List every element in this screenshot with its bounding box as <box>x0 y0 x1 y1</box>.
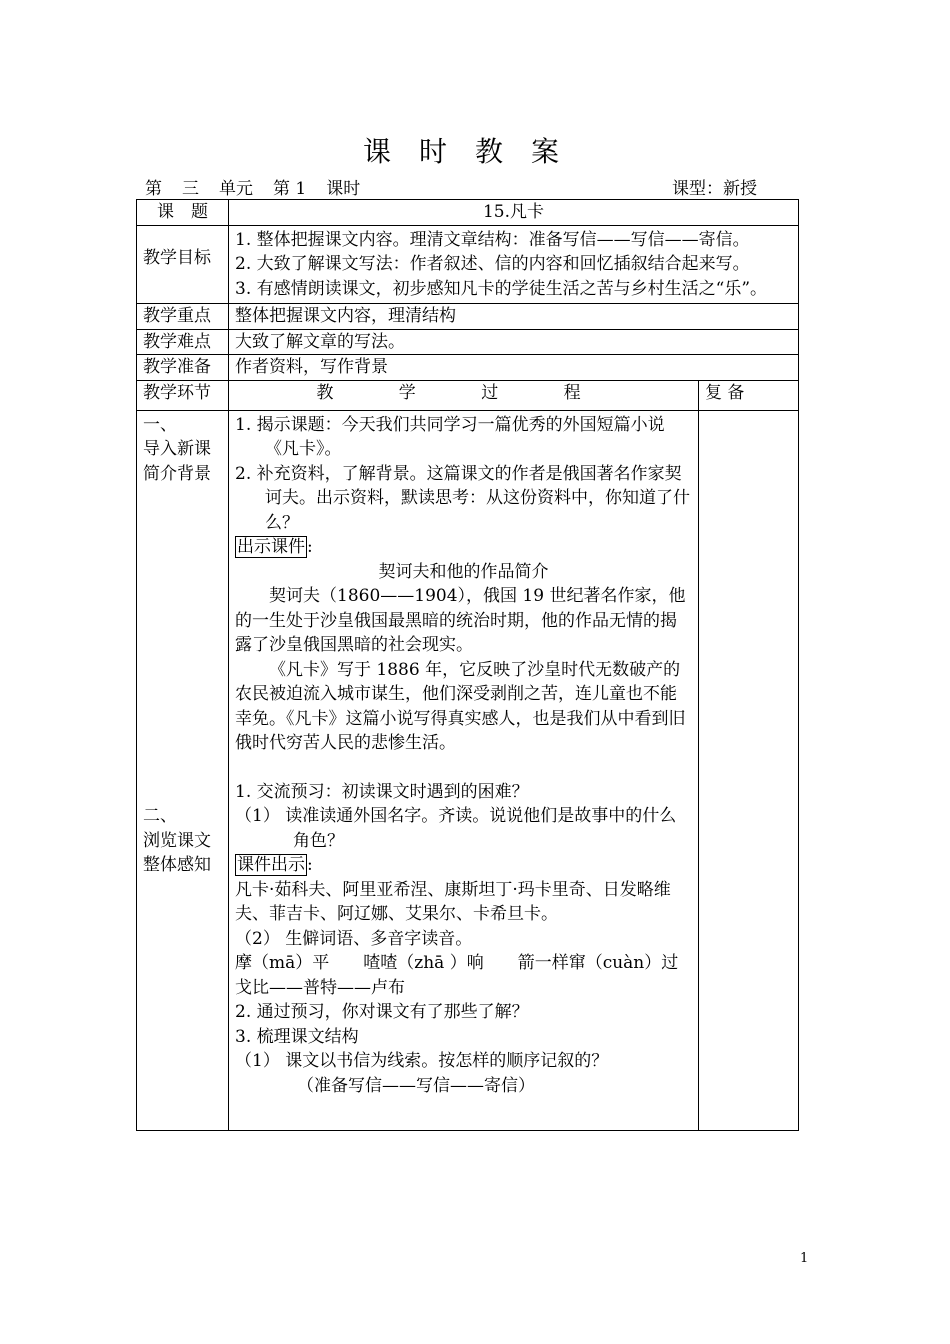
courseware-tag: 出示课件 <box>237 537 305 557</box>
unit-number: 三 <box>182 179 199 199</box>
goal-item: 1. 整体把握课文内容。理清文章结构：准备写信——写信——寄信。 <box>235 229 750 250</box>
process-item: 2. 补充资料，了解背景。这篇课文的作者是俄国著名作家契诃夫。出示资料，默读思考：从这份资料中，你知道了什么？ <box>235 463 690 533</box>
stage1-name-1: 导入新课 <box>143 439 211 459</box>
topic-value: 15.凡卡 <box>229 200 799 226</box>
prep-label: 教学准备 <box>137 355 229 381</box>
currency-words: 戈比——普特——卢布 <box>235 977 405 998</box>
stage-header: 教学环节 <box>137 380 229 410</box>
review-header: 复 备 <box>699 380 799 410</box>
process-subitem: （2） 生僻词语、多音字读音。 <box>235 928 473 949</box>
intro-paragraph: 契诃夫（1860——1904），俄国 19 世纪著名作家，他的一生处于沙皇俄国最黑暗的统治时期，他的作品无情的揭露了沙皇俄国黑暗的社会现实。 <box>235 586 686 655</box>
character-names: 凡卡·茹科夫、阿里亚希涅、康斯坦丁·玛卡里奇、日发略维夫、菲吉卡、阿辽娜、艾果尔、卡希旦卡。 <box>235 879 671 924</box>
process-item: 3. 梳理课文结构 <box>235 1026 359 1047</box>
pronunciation-words: 摩（mā）平 喳喳（zhā ）响 箭一样窜（cuàn）过 <box>235 953 679 973</box>
process-subitem: （1） 课文以书信为线索。按怎样的顺序记叙的？ <box>235 1051 609 1071</box>
process-header <box>229 380 699 410</box>
goal-label: 教学目标 <box>137 225 229 304</box>
stage1-name-2: 简介背景 <box>143 463 211 484</box>
intro-title: 契诃夫和他的作品简介 <box>378 561 549 582</box>
goal-item: 2. 大致了解课文写法：作者叙述、信的内容和回忆插叙结合起来写。 <box>235 254 750 274</box>
focus-value: 整体把握课文内容，理清结构 <box>229 304 799 330</box>
difficulty-value: 大致了解文章的写法。 <box>229 329 799 355</box>
process-subitem: （1） 读准读通外国名字。齐读。说说他们是故事中的什么角色？ <box>235 806 677 851</box>
stage-column <box>137 410 229 1130</box>
stage2-name-1: 浏览课文 <box>143 830 211 851</box>
difficulty-label: 教学难点 <box>137 329 229 355</box>
goal-item: 3. 有感情朗读课文，初步感知凡卡的学徒生活之苦与乡村生活之“乐”。 <box>235 278 768 299</box>
process-item: 1. 交流预习：初读课文时遇到的困难？ <box>235 781 529 802</box>
goals-cell <box>229 225 799 304</box>
page-number: 1 <box>800 1251 809 1266</box>
stage2-name-2: 整体感知 <box>143 855 211 875</box>
process-item: 1. 揭示课题：今天我们共同学习一篇优秀的外国短篇小说《凡卡》。 <box>235 414 665 459</box>
unit-prefix: 第 <box>145 179 162 199</box>
stage1-num: 一、 <box>143 414 177 435</box>
lesson-meta <box>145 174 380 199</box>
colon: : <box>307 855 313 875</box>
unit-label: 单元 <box>219 179 253 199</box>
colon: : <box>307 537 313 557</box>
lesson-plan-table <box>136 199 799 1131</box>
focus-label: 教学重点 <box>137 304 229 330</box>
lesson-type: 课型：新授 <box>672 179 757 199</box>
process-header-text: 教 学 过 程 <box>316 382 611 403</box>
lesson-suffix: 课时 <box>326 179 361 199</box>
process-item: 2. 通过预习，你对课文有了那些了解？ <box>235 1002 529 1022</box>
intro-paragraph: 《凡卡》写于 1886 年，它反映了沙皇时代无数破产的农民被迫流入城市谋生，他们深受剥削之苦，连儿童也不能幸免。《凡卡》这篇小说写得真实感人，也是我们从中看到旧俄时代穷苦人民的悲惨生活。 <box>235 659 686 753</box>
structure-answer: （准备写信——写信——寄信） <box>297 1075 535 1096</box>
review-column <box>699 410 799 1130</box>
prep-value: 作者资料，写作背景 <box>229 355 799 381</box>
process-column <box>229 410 699 1130</box>
lesson-prefix: 第 1 <box>273 179 307 199</box>
courseware-tag: 课件出示 <box>237 855 305 875</box>
topic-label: 课 题 <box>137 200 229 226</box>
show-courseware-1 <box>235 535 692 560</box>
page-title: 课时教案 <box>362 135 587 168</box>
show-courseware-2 <box>235 853 692 878</box>
stage2-num: 二、 <box>143 806 177 826</box>
